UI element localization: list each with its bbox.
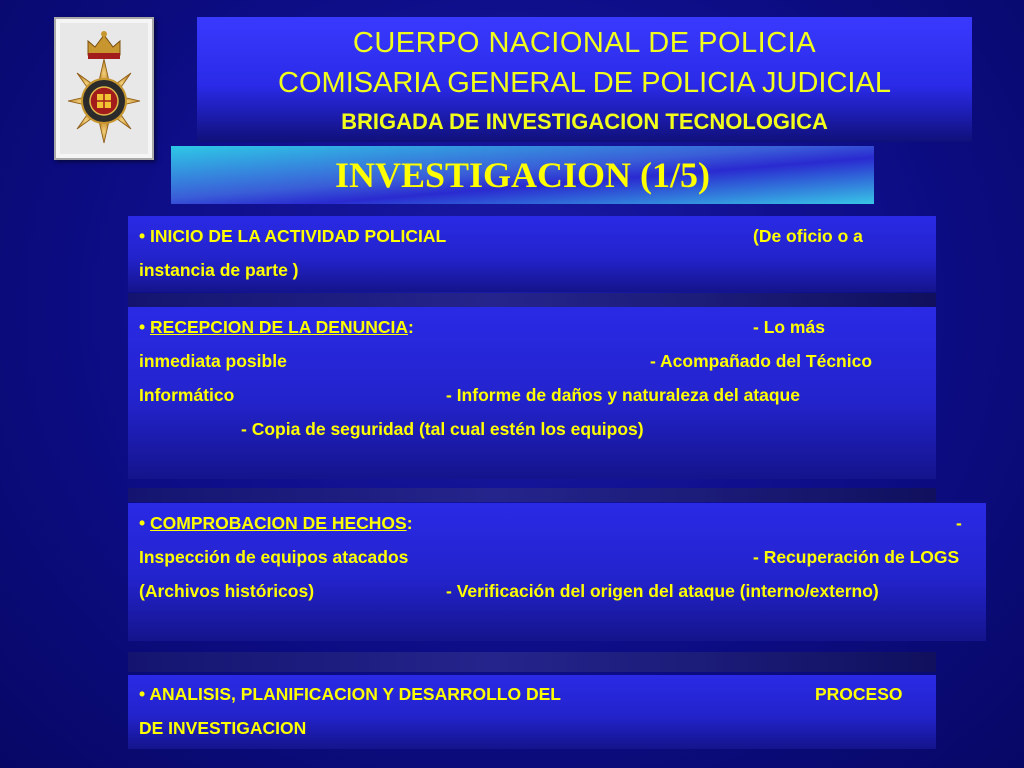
separator-1 xyxy=(128,293,936,307)
police-badge-icon xyxy=(62,25,146,152)
comprobacion-label: COMPROBACION DE HECHOS xyxy=(150,513,407,533)
bullet: • xyxy=(139,513,146,533)
inicio-detail-b: instancia de parte ) xyxy=(139,260,299,280)
inicio-label: INICIO DE LA ACTIVIDAD POLICIAL xyxy=(150,226,447,246)
recepcion-l2-left: inmediata posible xyxy=(139,351,287,371)
card-recepcion xyxy=(128,307,936,479)
recepcion-l4: - Copia de seguridad (tal cual estén los equipos) xyxy=(241,419,644,439)
card-comprobacion xyxy=(128,503,986,641)
recepcion-l3-right: - Informe de daños y naturaleza del ataque xyxy=(446,385,800,405)
recepcion-l3-left: Informático xyxy=(139,385,235,405)
bullet: • xyxy=(139,684,146,704)
comprobacion-l1-right: - xyxy=(956,513,962,533)
comprobacion-l2-right: - Recuperación de LOGS xyxy=(753,547,960,567)
comprobacion-l2-left: Inspección de equipos atacados xyxy=(139,547,409,567)
title-bar xyxy=(171,146,874,204)
separator-2 xyxy=(128,488,936,502)
header-banner xyxy=(197,17,972,142)
analisis-right: PROCESO xyxy=(815,684,903,704)
analisis-l2: DE INVESTIGACION xyxy=(139,718,307,738)
analisis-label: ANALISIS, PLANIFICACION Y DESARROLLO DEL xyxy=(149,684,561,704)
inicio-line-1 xyxy=(139,226,446,247)
header-line-2: COMISARIA GENERAL DE POLICIA JUDICIAL xyxy=(278,67,891,99)
comprobacion-l3-left: (Archivos históricos) xyxy=(139,581,315,601)
card-analisis xyxy=(128,675,936,749)
header-line-3: BRIGADA DE INVESTIGACION TECNOLOGICA xyxy=(341,109,828,134)
separator-3 xyxy=(128,652,936,672)
colon: : xyxy=(406,513,413,533)
inicio-detail-a: (De oficio o a xyxy=(753,226,863,246)
recepcion-label: RECEPCION DE LA DENUNCIA xyxy=(150,317,408,337)
bullet: • xyxy=(139,226,146,246)
analisis-line-1 xyxy=(139,684,561,705)
comprobacion-l3-right: - Verificación del origen del ataque (interno/externo) xyxy=(446,581,879,601)
colon: : xyxy=(408,317,414,337)
recepcion-l1-right: - Lo más xyxy=(753,317,825,337)
bullet: • xyxy=(139,317,146,337)
recepcion-l2-right: - Acompañado del Técnico xyxy=(650,351,873,371)
recepcion-line-1 xyxy=(139,317,414,338)
card-inicio xyxy=(128,216,936,292)
comprobacion-line-1 xyxy=(139,513,413,534)
police-emblem-frame xyxy=(54,17,154,160)
slide-title: INVESTIGACION (1/5) xyxy=(334,155,711,195)
header-line-1: CUERPO NACIONAL DE POLICIA xyxy=(352,27,817,59)
